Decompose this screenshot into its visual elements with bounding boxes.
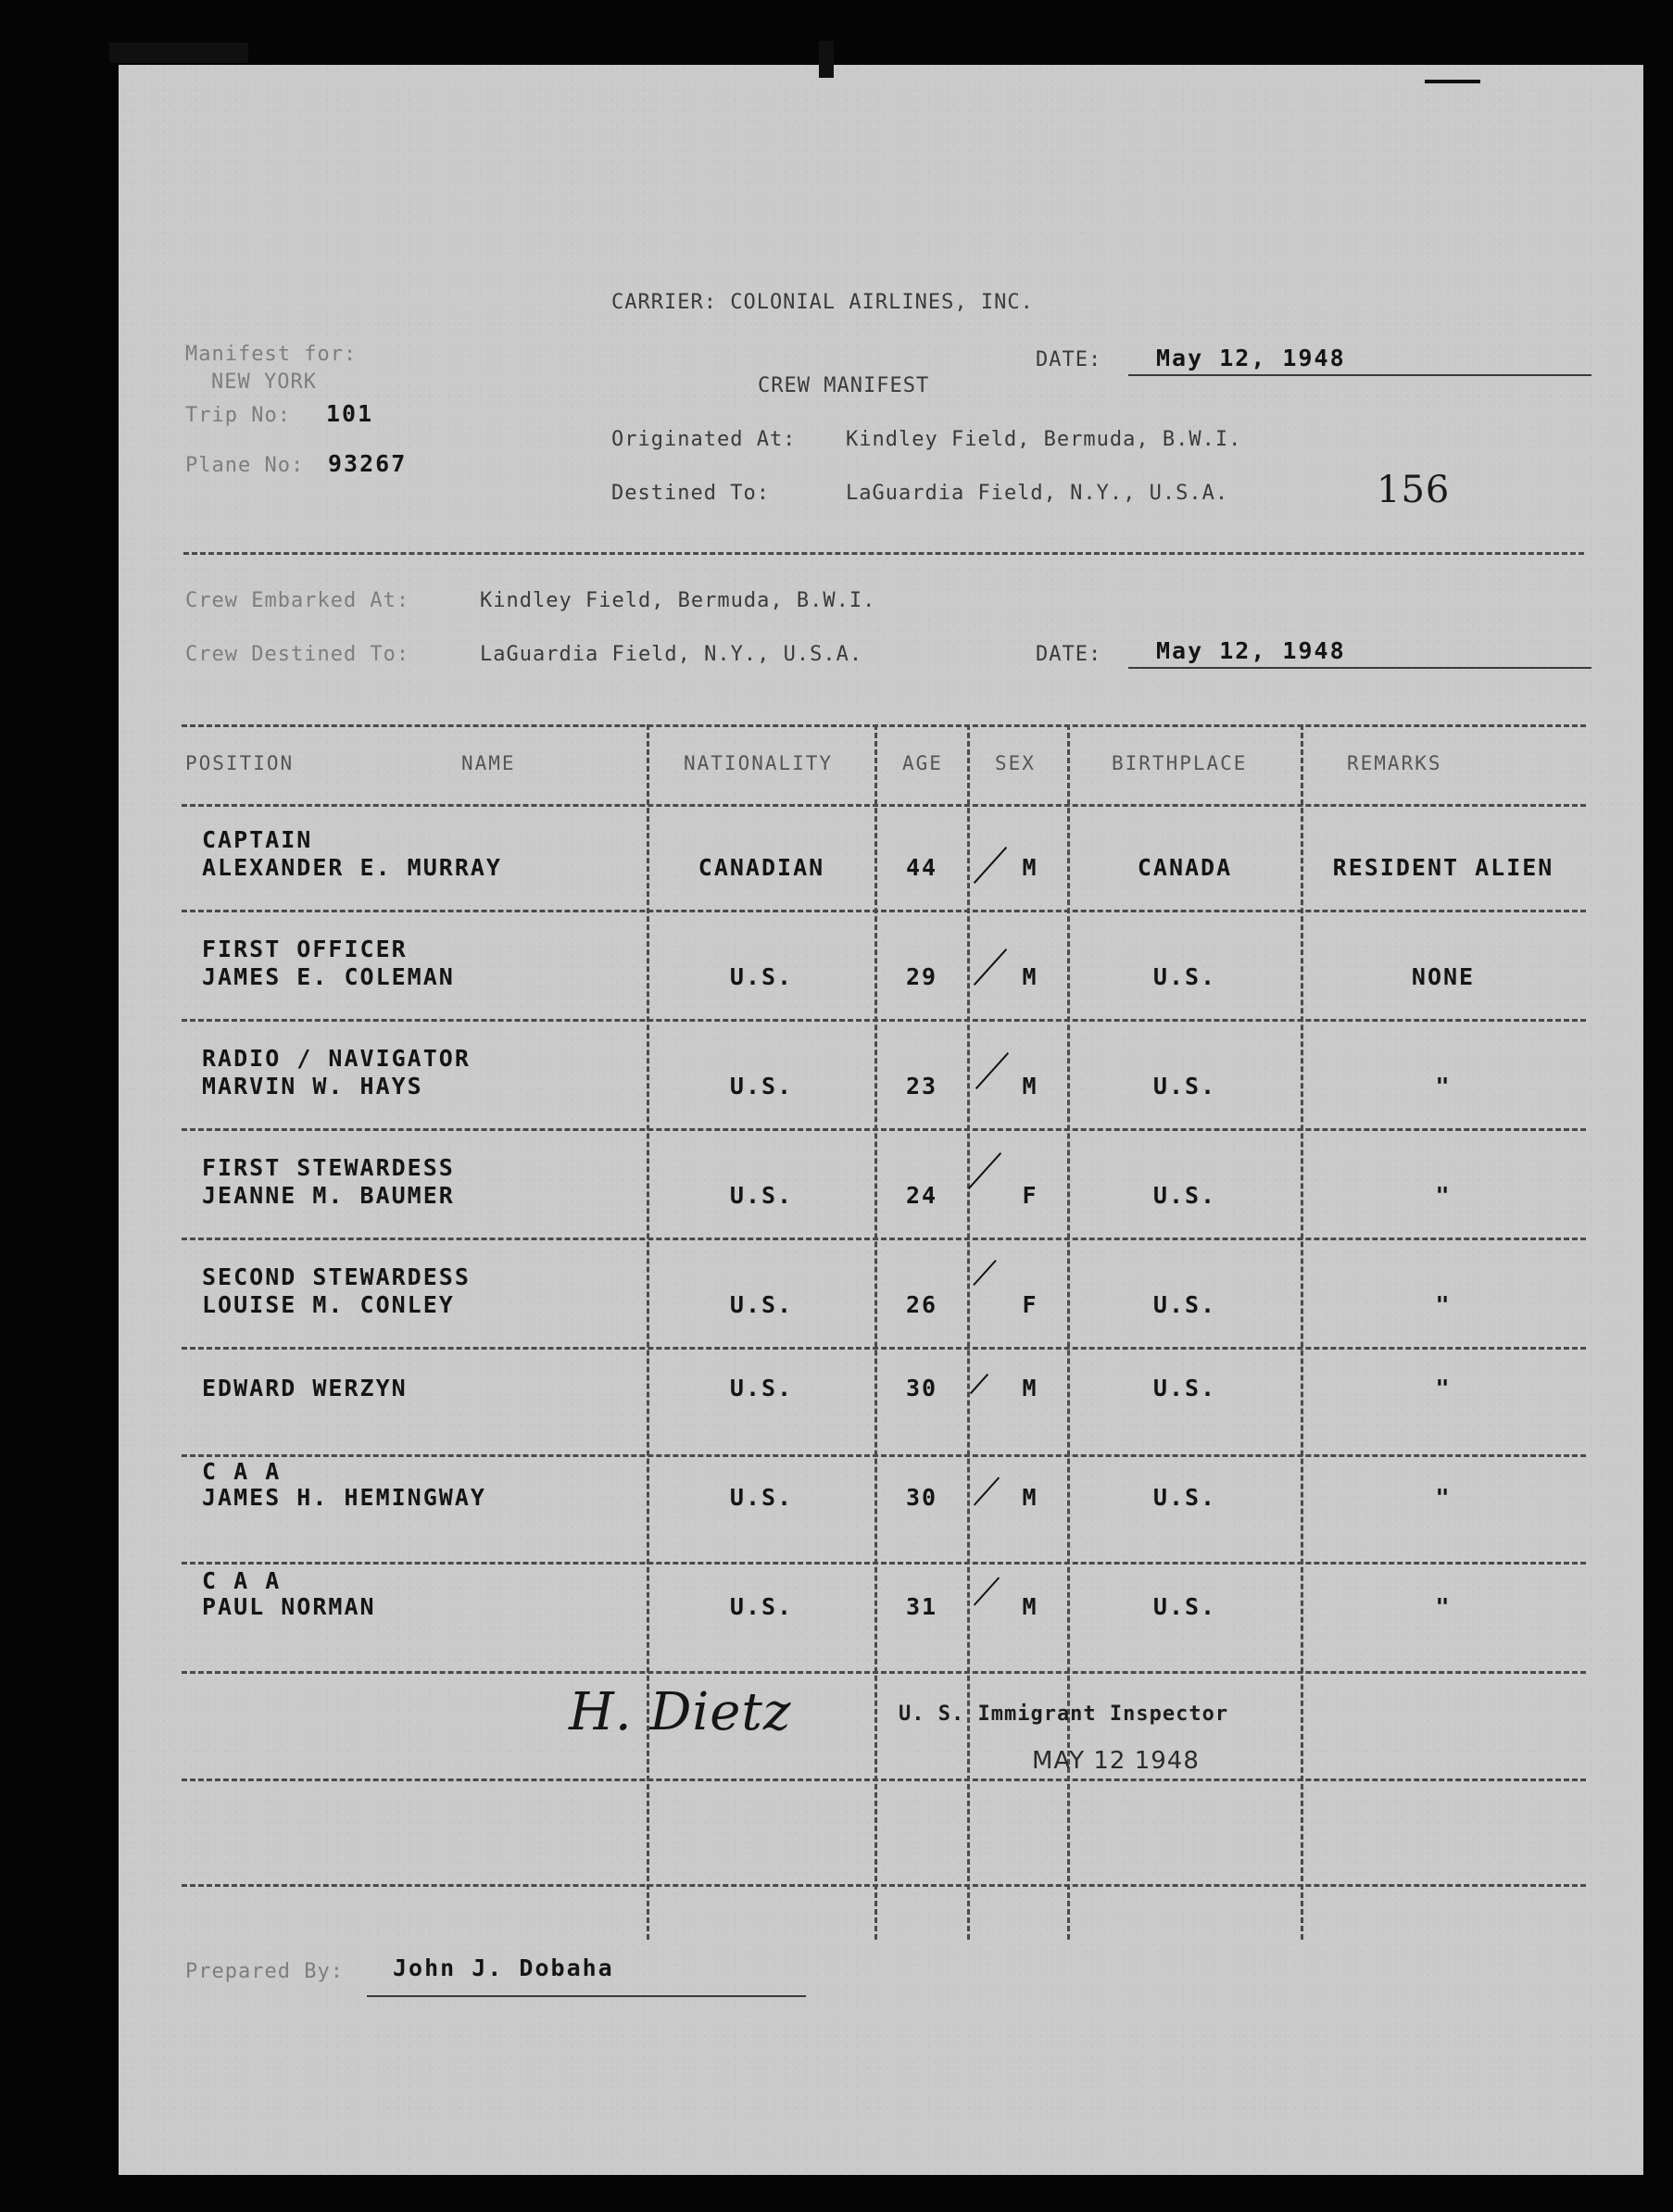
cell-remarks: " xyxy=(1435,1593,1452,1620)
manifest-sheet xyxy=(119,65,1643,2175)
cell-position: CAPTAIN xyxy=(202,826,313,853)
check-mark xyxy=(973,1260,997,1286)
row-rule xyxy=(182,1778,1586,1781)
cell-remarks: " xyxy=(1435,1484,1452,1511)
cell-age: 23 xyxy=(905,1073,938,1100)
plane-value: 93267 xyxy=(328,450,408,477)
header-nationality: NATIONALITY xyxy=(684,752,834,774)
row-rule xyxy=(182,1671,1586,1674)
cell-birthplace: U.S. xyxy=(1152,963,1217,990)
cell-nationality: U.S. xyxy=(729,1291,794,1318)
cell-birthplace: U.S. xyxy=(1152,1291,1217,1318)
cell-remarks: RESIDENT ALIEN xyxy=(1332,854,1554,881)
cell-name: LOUISE M. CONLEY xyxy=(202,1291,455,1318)
ink-blot xyxy=(819,41,834,78)
date2-label: DATE: xyxy=(1036,643,1102,666)
cell-remarks: " xyxy=(1435,1073,1452,1100)
prepared-by-label: Prepared By: xyxy=(185,1960,344,1983)
row-rule xyxy=(182,1562,1586,1565)
destined-label: Destined To: xyxy=(611,482,770,505)
cell-birthplace: U.S. xyxy=(1152,1593,1217,1620)
inspection-date-stamp: MAY 12 1948 xyxy=(1032,1747,1200,1775)
crew-destined-value: LaGuardia Field, N.Y., U.S.A. xyxy=(480,643,863,666)
crew-destined-label: Crew Destined To: xyxy=(185,643,410,666)
cell-birthplace: CANADA xyxy=(1137,854,1233,881)
originated-value: Kindley Field, Bermuda, B.W.I. xyxy=(846,428,1242,451)
cell-name: JEANNE M. BAUMER xyxy=(202,1182,455,1209)
prepared-by-value: John J. Dobaha xyxy=(393,1954,614,1981)
date-underline xyxy=(1128,374,1591,376)
cell-age: 31 xyxy=(905,1593,938,1620)
cell-birthplace: U.S. xyxy=(1152,1375,1217,1401)
cell-nationality: U.S. xyxy=(729,1593,794,1620)
date-value: May 12, 1948 xyxy=(1156,345,1346,371)
cell-nationality: CANADIAN xyxy=(698,854,825,881)
cell-remarks: NONE xyxy=(1411,963,1476,990)
cell-age: 26 xyxy=(905,1291,938,1318)
date2-underline xyxy=(1128,667,1591,669)
cell-position: C A A xyxy=(202,1458,282,1485)
cell-sex: M xyxy=(1022,1484,1038,1511)
cell-nationality: U.S. xyxy=(729,1182,794,1209)
table-top-rule xyxy=(182,724,1586,727)
page-number: 156 xyxy=(1377,469,1451,511)
cell-nationality: U.S. xyxy=(729,1073,794,1100)
cell-remarks: " xyxy=(1435,1375,1452,1401)
row-rule xyxy=(182,910,1586,912)
manifest-for-value: NEW YORK xyxy=(211,371,317,394)
cell-name: ALEXANDER E. MURRAY xyxy=(202,854,502,881)
cell-sex: M xyxy=(1022,963,1038,990)
crew-embarked-label: Crew Embarked At: xyxy=(185,589,410,612)
cell-nationality: U.S. xyxy=(729,963,794,990)
cell-name: JAMES E. COLEMAN xyxy=(202,963,455,990)
date-label: DATE: xyxy=(1036,348,1102,371)
cell-birthplace: U.S. xyxy=(1152,1182,1217,1209)
cell-age: 30 xyxy=(905,1375,938,1401)
row-rule xyxy=(182,1454,1586,1457)
trip-label: Trip No: xyxy=(185,404,291,427)
manifest-for-label: Manifest for: xyxy=(185,343,358,366)
cell-age: 29 xyxy=(905,963,938,990)
header-age: AGE xyxy=(902,752,943,774)
header-birthplace: BIRTHPLACE xyxy=(1112,752,1248,774)
cell-sex: M xyxy=(1022,1073,1038,1100)
cell-position: RADIO / NAVIGATOR xyxy=(202,1045,471,1072)
cell-remarks: " xyxy=(1435,1182,1452,1209)
column-divider xyxy=(647,724,649,1940)
cell-name: MARVIN W. HAYS xyxy=(202,1073,423,1100)
date2-value: May 12, 1948 xyxy=(1156,637,1346,664)
cell-nationality: U.S. xyxy=(729,1484,794,1511)
cell-age: 30 xyxy=(905,1484,938,1511)
cell-remarks: " xyxy=(1435,1291,1452,1318)
column-divider xyxy=(874,724,877,1940)
row-rule xyxy=(182,1128,1586,1131)
cell-age: 44 xyxy=(905,854,938,881)
crew-manifest-title: CREW MANIFEST xyxy=(758,374,930,397)
inspector-signature: H. Dietz xyxy=(569,1682,792,1742)
cell-sex: M xyxy=(1022,1593,1038,1620)
cell-nationality: U.S. xyxy=(729,1375,794,1401)
cell-age: 24 xyxy=(905,1182,938,1209)
cell-birthplace: U.S. xyxy=(1152,1073,1217,1100)
carrier-line: CARRIER: COLONIAL AIRLINES, INC. xyxy=(611,291,1034,314)
header-bottom-rule xyxy=(182,804,1586,807)
header-remarks: REMARKS xyxy=(1347,752,1442,774)
cell-name: JAMES H. HEMINGWAY xyxy=(202,1484,486,1511)
cell-sex: F xyxy=(1022,1291,1038,1318)
plane-label: Plane No: xyxy=(185,454,305,477)
cell-sex: M xyxy=(1022,854,1038,881)
check-mark xyxy=(970,1374,988,1394)
header-divider xyxy=(183,552,1584,555)
cell-position: FIRST OFFICER xyxy=(202,936,408,962)
cell-position: FIRST STEWARDESS xyxy=(202,1154,455,1181)
cell-position: C A A xyxy=(202,1567,282,1594)
cell-birthplace: U.S. xyxy=(1152,1484,1217,1511)
column-divider xyxy=(967,724,970,1940)
destined-value: LaGuardia Field, N.Y., U.S.A. xyxy=(846,482,1229,505)
header-sex: SEX xyxy=(995,752,1036,774)
table-bottom-rule xyxy=(182,1884,1586,1887)
row-rule xyxy=(182,1347,1586,1350)
cell-name: EDWARD WERZYN xyxy=(202,1375,408,1401)
row-rule xyxy=(182,1019,1586,1022)
originated-label: Originated At: xyxy=(611,428,797,451)
row-rule xyxy=(182,1238,1586,1240)
cell-position: SECOND STEWARDESS xyxy=(202,1263,471,1290)
cell-name: PAUL NORMAN xyxy=(202,1593,376,1620)
cell-sex: M xyxy=(1022,1375,1038,1401)
inspector-title: U. S. Immigrant Inspector xyxy=(899,1703,1229,1726)
prepared-by-underline xyxy=(367,1995,806,1997)
ink-blot xyxy=(109,43,248,63)
ink-blot xyxy=(1425,80,1480,83)
column-divider xyxy=(1301,724,1303,1940)
header-position: POSITION xyxy=(185,752,295,774)
crew-embarked-value: Kindley Field, Bermuda, B.W.I. xyxy=(480,589,876,612)
cell-sex: F xyxy=(1022,1182,1038,1209)
header-name: NAME xyxy=(461,752,516,774)
trip-value: 101 xyxy=(326,400,374,427)
